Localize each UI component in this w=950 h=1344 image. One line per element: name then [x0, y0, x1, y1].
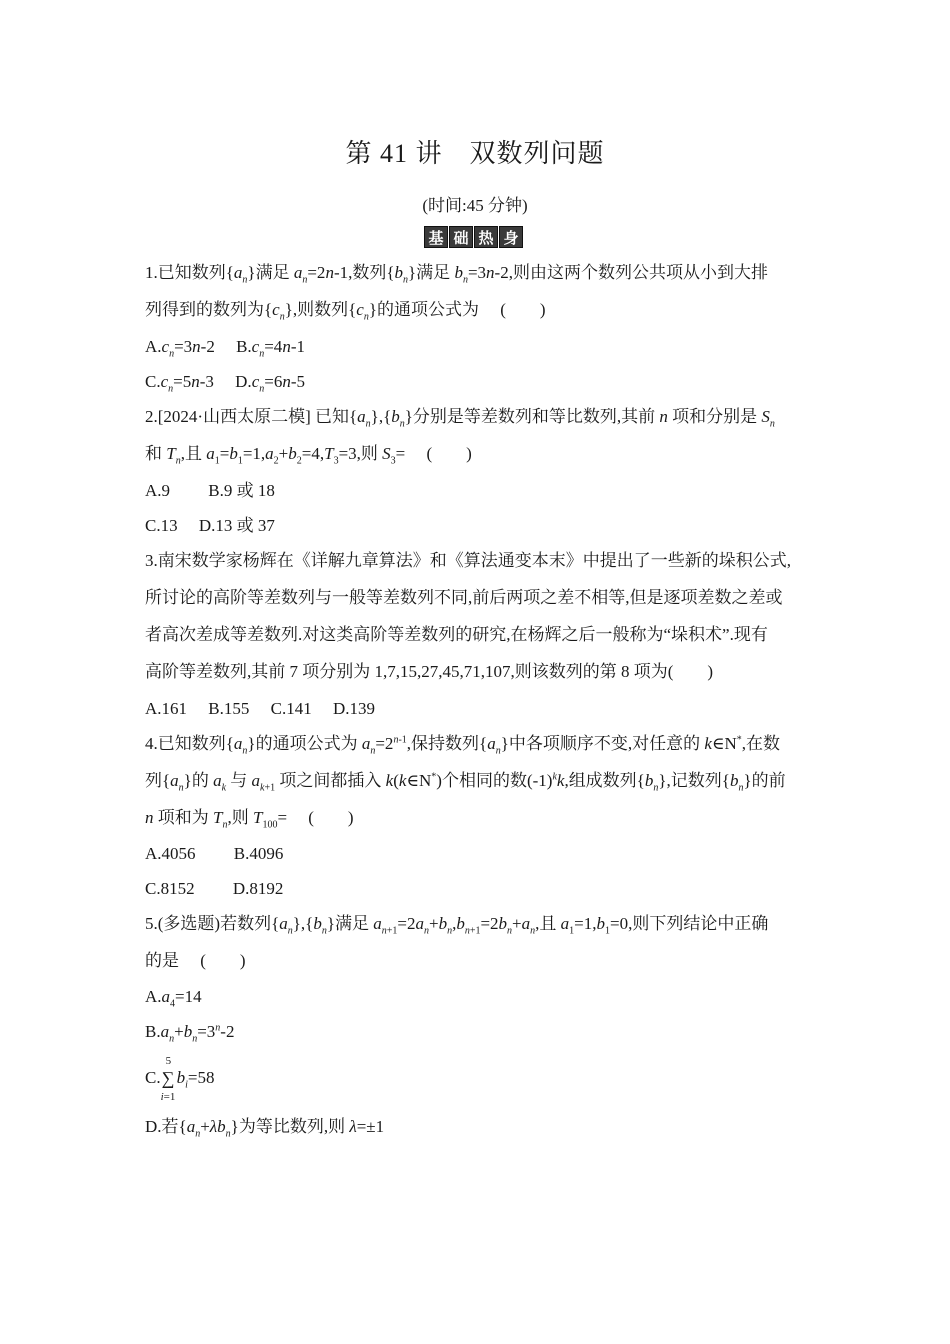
q3-stem-line-1: 3.南宋数学家杨辉在《详解九章算法》和《算法通变本末》中提出了一些新的垛积公式, — [145, 551, 791, 570]
q5-option-a: $A.a_4=14$ — [145, 987, 202, 1010]
q4-option-a: A.4056 — [145, 844, 196, 863]
badge-char: 热 — [474, 226, 498, 248]
badge-char: 础 — [449, 226, 473, 248]
page-title: 第 41 讲 双数列问题 — [345, 139, 605, 168]
q3-stem-line-4: 高阶等差数列,其前 7 项分别为 1,7,15,27,45,71,107,则该数列的第 8 项为( ) — [145, 662, 714, 681]
badge-char: 基 — [424, 226, 448, 248]
q4-options-row-1 — [145, 843, 283, 865]
q3-option-b: B.155 — [208, 699, 250, 718]
q2-stem-line-2: 和 $T_n$,且 $a_1=b_1=1,a_2+b_2=4,T_3=3$,则 $S_3=$ ( ) — [145, 444, 472, 467]
q3-stem-line-2: 所讨论的高阶等差数列与一般等差数列不同,前后两项之差不相等,但是逐项差数之差或 — [145, 588, 783, 607]
section-badge — [424, 226, 523, 248]
q1-stem-line-2: 列得到的数列为$\{c_n\}$,则数列$\{c_n\}$的通项公式为 ( ) — [145, 300, 546, 323]
q5-stem-line-1: 5.(多选题)若数列$\{a_n\},\{b_n\}$满足 $a_{n+1}=2a_n+b_n,b_{n+1}=2b_n+a_n$,且 $a_1=1,b_1=0$,则下列结论中正确 — [145, 914, 769, 937]
q4-option-b: B.4096 — [233, 844, 284, 863]
q2-option-d: D.13 或 37 — [198, 516, 275, 535]
q5-option-c: C. 5 ∑ i=1 $b_i=58$ — [145, 1055, 215, 1103]
q3-option-a: A.161 — [145, 699, 188, 718]
q1-options-row-2: $C.c_n=5n-3$ $D.c_n=6n-5$ — [145, 372, 305, 395]
q4-stem-line-2: 列$\{a_n\}$的 $a_k$ 与 $a_{k+1}$ 项之间都插入 k(k∈N*)个相同的数$(-1)^kk$,组成数列$\{b_n\}$,记数列$\{b_n\}$的前 — [145, 771, 786, 794]
summation-symbol: 5 ∑ i=1 — [160, 1055, 176, 1103]
q4-options-row-2 — [145, 878, 283, 900]
time-limit-note: (时间:45 分钟) — [422, 196, 528, 215]
q3-stem-line-3: 者高次差成等差数列.对这类高阶等差数列的研究,在杨辉之后一般称为“垛积术”.现有 — [145, 625, 768, 644]
q3-option-d: D.139 — [332, 699, 375, 718]
q1-options-row-1: $A.c_n=3n-2$ $B.c_n=4n-1$ — [145, 337, 305, 360]
q4-option-c: C.8152 — [145, 879, 195, 898]
q2-option-a: A.9 — [145, 481, 171, 500]
q4-stem-line-1: 4.已知数列$\{a_n\}$的通项公式为 $a_n=2^{n-1}$,保持数列$\{a_n\}$中各项顺序不变,对任意的 k∈N*,在数 — [145, 734, 781, 757]
q1-stem-line-1: 1.已知数列$\{a_n\}$满足 $a_n=2n-1$,数列$\{b_n\}$满足 $b_n=3n-2$,则由这两个数列公共项从小到大排 — [145, 263, 768, 286]
q5-option-b: $B.a_n+b_n=3^n-2$ — [145, 1022, 235, 1045]
q2-stem-line-1: 2.[2024·山西太原二模] 已知$\{a_n\},\{b_n\}$分别是等差数列和等比数列,其前 n 项和分别是 $S_n$ — [145, 407, 775, 430]
q2-options-row-1 — [145, 480, 275, 502]
q4-stem-line-3: n 项和为 $T_n$,则 $T_{100}=$ ( ) — [145, 808, 354, 831]
q5-stem-line-2: 的是 ( ) — [145, 951, 246, 970]
q2-option-c: C.13 — [145, 516, 178, 535]
q3-option-c: C.141 — [270, 699, 312, 718]
q5-option-d: D.若$\{a_n+\lambda b_n\}$为等比数列,则 λ=±1 — [145, 1117, 385, 1140]
badge-char: 身 — [499, 226, 523, 248]
q3-options-row — [145, 698, 375, 720]
q2-option-b: B.9 或 18 — [208, 481, 275, 500]
q2-options-row-2 — [145, 515, 275, 537]
q4-option-d: D.8192 — [232, 879, 284, 898]
